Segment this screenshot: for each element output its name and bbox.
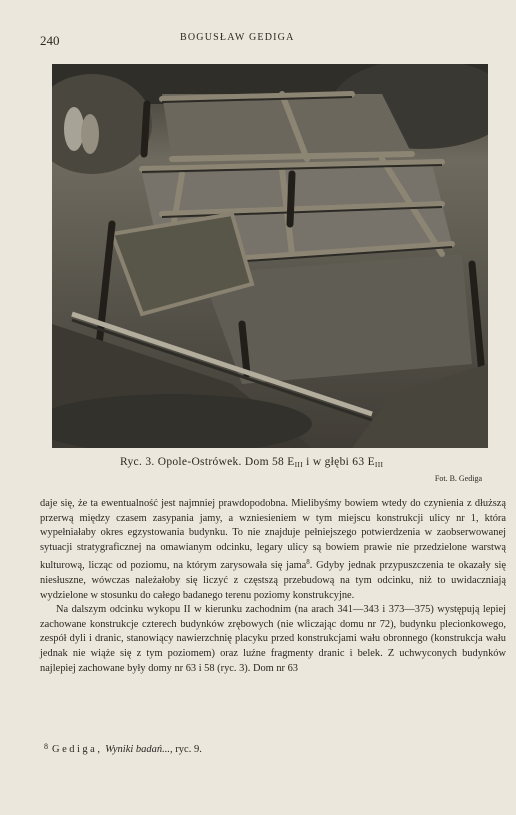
footnote-title: Wyniki badań..., <box>105 744 173 755</box>
footnote-reference[interactable]: 8 <box>306 558 310 567</box>
page-number: 240 <box>40 33 60 48</box>
excavation-photograph <box>52 64 488 448</box>
footnote-mark: 8 <box>44 742 48 751</box>
caption-subscript: III <box>294 460 303 469</box>
caption-text: Ryc. 3. Opole-Ostrówek. Dom 58 E <box>120 456 295 468</box>
paragraph-1-end: . Gdyby jednak przypuszczenia te okazały się niesłuszne, wówczas należałoby się liczyć z częstszą przebudową na tym odcinku, niż to uwidaczniają wydzielone w stosunku do całego badanego terenu poziomy konstrukcyjne. <box>40 560 506 601</box>
caption-text-middle: i w głębi 63 E <box>303 456 375 468</box>
footnote-ref: ryc. 9. <box>175 744 202 755</box>
body-text <box>40 497 506 676</box>
paragraph-2: Na dalszym odcinku wykopu II w kierunku zachodnim (na arach 341—343 i 373—375) występują lepiej zachowane konstrukcje czterech budynków zrębowych (nie wliczając domu nr 72), budynku plecionkowego, zespół dyli i dranic, stanowiący nawierzchnię placyku przed konstrukcjami wału obronnego (konstrukcja wału jednak nie wiąże się z tym poziomem) oraz luźne fragmenty dranic i belek. Z uchwyconych budynków najlepiej zachowane były domy nr 63 i 58 (ryc. 3). Dom nr 63 <box>40 604 506 674</box>
footnote-author: Gediga, <box>52 744 103 755</box>
paragraph-1 <box>40 497 506 603</box>
footnote <box>44 742 202 755</box>
figure-caption <box>120 456 383 469</box>
running-head: BOGUSŁAW GEDIGA <box>180 32 295 43</box>
caption-subscript-2: III <box>374 460 384 469</box>
photo-credit: Fot. B. Gediga <box>434 474 482 483</box>
paragraph-1-text: daje się, że ta ewentualność jest najmniej prawdopodobna. Mielibyśmy bowiem wtedy do czynienia z dłuższą przerwą między czasem zasypania jamy, a wzniesieniem w tym miejscu konstrukcji ulicy nr 1, która wypełniałaby okres egzystowania budynku. To nie znajduje pełniejszego potwierdzenia w zaobserwowanej sytuacji stratygraficznej na omawianym odcinku, legary ulicy są bowiem prawie nie przedzielone warstwą kulturową, licząc od poziomu, na którym zarysowała się jama <box>40 498 506 572</box>
